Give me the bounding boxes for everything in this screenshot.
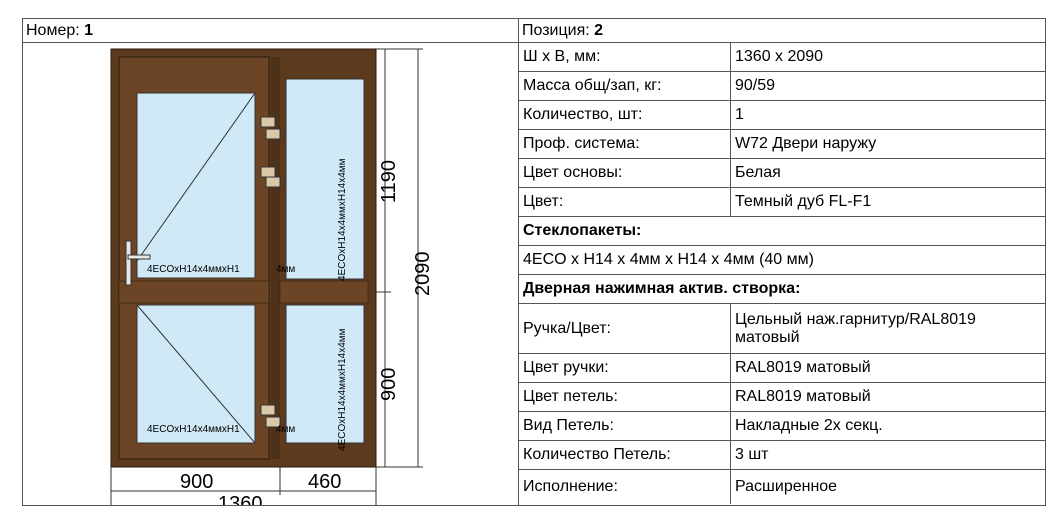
- table-row: [519, 101, 1045, 130]
- number-value: 1: [84, 22, 94, 39]
- property-label: Количество, шт:: [519, 101, 731, 129]
- property-value: RAL8019 матовый: [735, 359, 871, 376]
- door-drawing: [23, 43, 519, 505]
- property-value: Темный дуб FL-F1: [735, 193, 872, 210]
- table-row: [519, 159, 1045, 188]
- property-value: 3 шт: [735, 446, 769, 463]
- table-row: [519, 188, 1045, 217]
- table-row: [519, 354, 1045, 383]
- hinge-1b-icon: [266, 129, 280, 139]
- property-label: Ручка/Цвет:: [519, 304, 731, 353]
- property-value: [731, 304, 1045, 353]
- property-label: Цвет петель:: [519, 383, 731, 411]
- hinge-1-icon: [261, 117, 275, 127]
- property-label: Вид Петель:: [519, 412, 731, 440]
- dim-height-bottom: 900: [378, 367, 400, 401]
- section-header-row: [519, 275, 1045, 304]
- transom-left: [119, 281, 269, 303]
- property-label: Цвет:: [519, 188, 731, 216]
- dim-height-top: 1190: [378, 159, 400, 203]
- table-row: [519, 130, 1045, 159]
- dim-height-total: 2090: [412, 251, 434, 296]
- door-section-title: Дверная нажимная актив. створка:: [523, 280, 801, 297]
- transom-right: [280, 281, 368, 303]
- spec-sheet: [22, 18, 1046, 506]
- door-handle-plate: [126, 241, 131, 285]
- property-value: 1360 x 2090: [735, 48, 824, 65]
- glass-bottom-right: [286, 305, 364, 443]
- property-value: W72 Двери наружу: [735, 135, 877, 152]
- property-value: Белая: [735, 164, 781, 181]
- glass-label-top-right: 4ECOxH14x4ммxH14x4мм: [337, 158, 348, 281]
- door-handle-lever: [128, 255, 150, 259]
- property-value: Накладные 2x секц.: [735, 417, 883, 434]
- table-row: [519, 304, 1045, 354]
- property-value: RAL8019 матовый: [735, 388, 871, 405]
- property-value: 90/59: [735, 77, 776, 94]
- property-label: Ш х В, мм:: [519, 43, 731, 71]
- glass-top-left: [137, 93, 255, 278]
- table-row: [519, 383, 1045, 412]
- property-value-line2: матовый: [735, 328, 800, 346]
- number-header: [23, 19, 519, 43]
- glass-label-bottom-left-tail: 4мм: [276, 424, 296, 435]
- property-label: Количество Петель:: [519, 441, 731, 469]
- door-drawing-svg: [23, 43, 518, 505]
- glass-label-bottom-right: 4ECOxH14x4ммxH14x4мм: [337, 328, 348, 451]
- hinge-2b-icon: [266, 177, 280, 187]
- property-value: 1: [735, 106, 744, 123]
- table-row: [519, 43, 1045, 72]
- hinge-2-icon: [261, 167, 275, 177]
- table-row: [519, 470, 1045, 504]
- dim-width-right: 460: [308, 471, 342, 493]
- section-header-row: [519, 217, 1045, 246]
- glass-label-top-left-tail: 4мм: [276, 264, 296, 275]
- dim-width-left: 900: [180, 471, 214, 493]
- position-label: Позиция:: [522, 22, 590, 39]
- property-value: Расширенное: [735, 478, 838, 495]
- glass-label-top-left: 4ECOxH14x4ммxH1: [147, 264, 240, 275]
- glazing-value: 4ECO x H14 x 4мм x H14 x 4мм (40 мм): [523, 251, 814, 268]
- hinge-3-icon: [261, 405, 275, 415]
- glass-top-right: [286, 79, 364, 279]
- property-label: Проф. система:: [519, 130, 731, 158]
- glazing-section-title: Стеклопакеты:: [523, 222, 642, 239]
- table-row: [519, 72, 1045, 101]
- table-row: [519, 246, 1045, 275]
- property-label: Цвет ручки:: [519, 354, 731, 382]
- property-label: Масса общ/зап, кг:: [519, 72, 731, 100]
- property-label: Исполнение:: [519, 470, 731, 504]
- position-value: 2: [594, 22, 604, 39]
- table-row: [519, 441, 1045, 470]
- property-value-line1: Цельный наж.гарнитур/RAL8019: [735, 310, 976, 328]
- dim-width-total: 1360: [218, 493, 263, 505]
- glass-label-bottom-left: 4ECOxH14x4ммxH1: [147, 424, 240, 435]
- number-label: Номер:: [26, 22, 80, 39]
- property-label: Цвет основы:: [519, 159, 731, 187]
- position-header: [519, 19, 1045, 43]
- table-row: [519, 412, 1045, 441]
